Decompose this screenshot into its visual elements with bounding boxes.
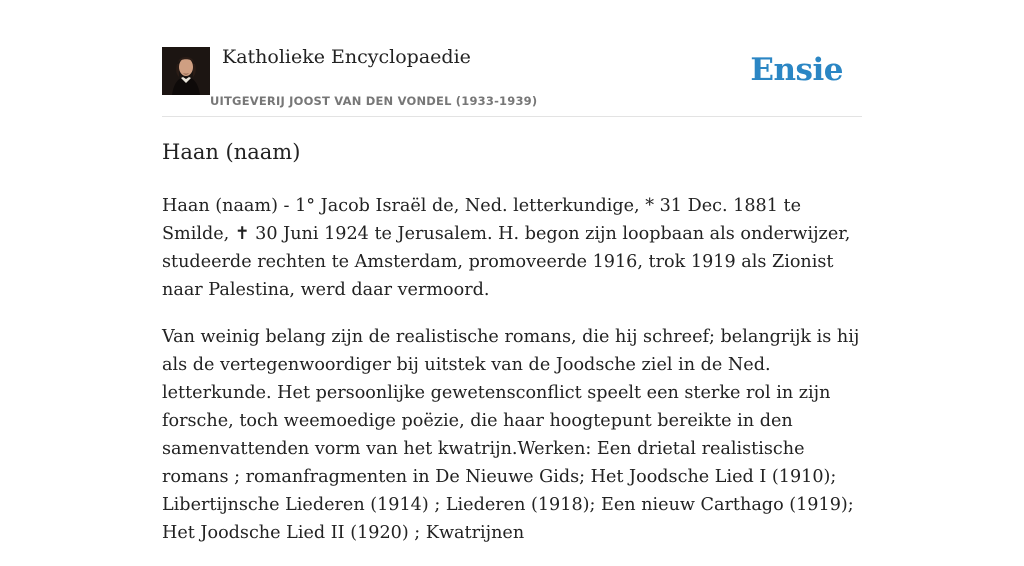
article-paragraph: Haan (naam) - 1° Jacob Israël de, Ned. letterkundige, * 31 Dec. 1881 te Smilde, ✝ 30 Juni 1924 te Jerusalem. H. begon zijn loopbaan als onderwijzer, studeerde rechten te Amsterdam, promoveerde 1916, trok 1919 als Zionist naar Palestina, werd daar vermoord. <box>162 196 851 300</box>
site-header <box>162 44 862 117</box>
publisher-subtitle: UITGEVERIJ JOOST VAN DEN VONDEL (1933-1939) <box>210 94 538 108</box>
portrait-avatar-icon[interactable] <box>162 47 210 95</box>
article-body <box>162 192 862 566</box>
ensie-logo[interactable]: Ensie <box>750 52 843 88</box>
page-title: Haan (naam) <box>162 140 301 164</box>
article-paragraph: Van weinig belang zijn de realistische romans, die hij schreef; belangrijk is hij als de vertegenwoordiger bij uitstek van de Joodsche ziel in de Ned. letterkunde. Het persoonlijke gewetensconflict speelt een sterke rol in zijn forsche, toch weemoedige poëzie, die haar hoogtepunt bereikte in den samenvattenden vorm van het kwatrijn.Werken: Een drietal realistische romans ; romanfragmenten in De Nieuwe Gids; Het Joodsche Lied I (1910); Libertijnsche Liederen (1914) ; Liederen (1918); Een nieuw Carthago (1919); Het Joodsche Lied II (1920) ; Kwatrijnen <box>162 327 860 543</box>
site-title[interactable]: Katholieke Encyclopaedie <box>222 46 471 68</box>
